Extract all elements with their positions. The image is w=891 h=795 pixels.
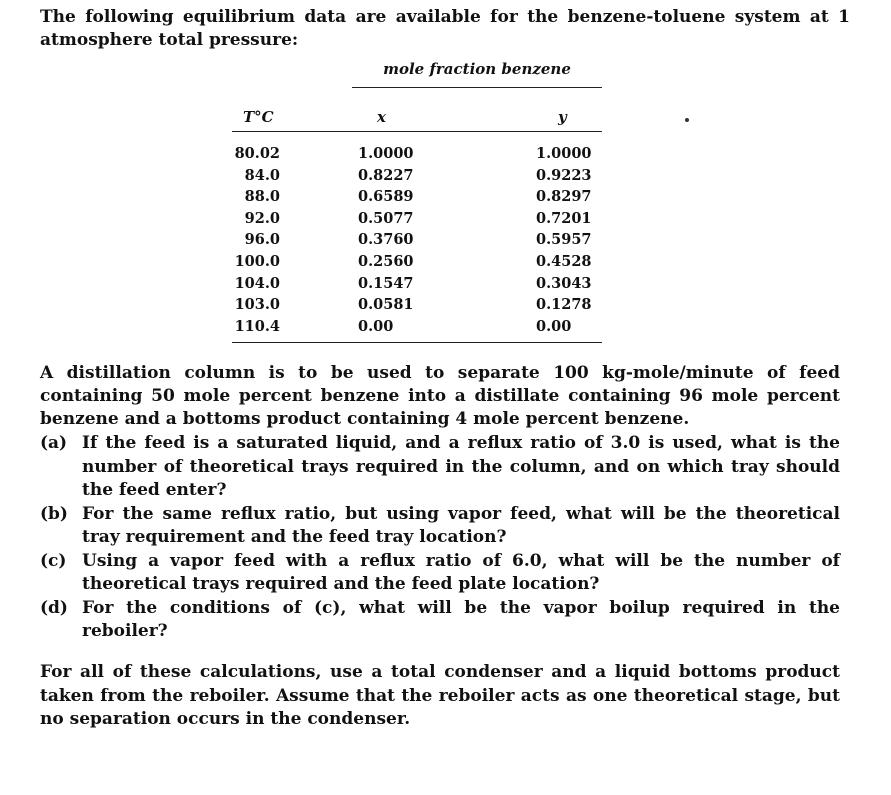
question-d [40,597,840,644]
cell-y: 1.0000 [536,145,592,162]
cell-temperature: 84.0 [244,166,280,184]
stray-mark [685,118,689,122]
cell-x: 0.0581 [358,296,414,314]
cell-y: 0.3043 [536,274,592,292]
question-label: (d) [40,597,68,618]
cell-y: 0.1278 [536,296,592,314]
cell-temperature: 104.0 [234,274,280,292]
table-bottom-rule [232,342,602,343]
question-text: For the conditions of (c), what will be the vapor boilup required in the reboiler? [82,597,840,641]
question-a [40,432,840,503]
cell-x: 0.1547 [358,274,414,292]
column-header-x: x [377,108,386,126]
cell-x: 0.00 [358,317,394,335]
cell-x: 0.6589 [358,188,414,206]
cell-y: 0.4528 [536,253,592,270]
cell-temperature: 103.0 [234,296,280,314]
cell-y: 0.8297 [536,188,592,206]
question-c [40,550,840,597]
question-list [40,432,840,644]
cell-temperature: 92.0 [244,209,280,227]
column-header-temperature: T°C [243,108,274,126]
question-label: (a) [40,433,68,453]
closing-paragraph: For all of these calculations, use a total condenser and a liquid bottoms product taken from the reboiler. Assume that the reboiler acts as one theoretical stage, but no separation occurs in the condenser. [40,662,840,729]
cell-temperature: 88.0 [244,188,280,206]
question-text: If the feed is a saturated liquid, and a reflux ratio of 3.0 is used, what is the number of theoretical trays required in the column, and on which tray should the feed enter? [82,433,840,500]
cell-y: 0.5957 [536,231,592,249]
column-header-y: y [558,108,567,126]
cell-x: 0.3760 [358,231,414,249]
cell-x: 0.8227 [358,166,414,184]
cell-temperature: 110.4 [234,317,280,335]
cell-temperature: 100.0 [234,253,280,270]
group-header-rule [352,87,602,88]
header-rule [232,131,602,132]
cell-y: 0.7201 [536,209,592,227]
cell-y: 0.00 [536,317,572,335]
cell-y: 0.9223 [536,166,592,184]
intro-paragraph: The following equilibrium data are available for the benzene-toluene system at 1 atmosphere total pressure: [40,7,850,50]
cell-x: 0.5077 [358,209,414,227]
mole-fraction-header: mole fraction benzene [383,60,571,78]
question-label: (b) [40,503,68,524]
question-label: (c) [40,550,67,571]
cell-temperature: 80.02 [234,145,280,162]
question-b [40,503,840,550]
question-text: For the same reflux ratio, but using vapor feed, what will be the theoretical tray requirement and the feed tray location? [82,503,840,547]
problem-statement: A distillation column is to be used to separate 100 kg-mole/minute of feed containing 50 mole percent benzene into a distillate containing 96 mole percent benzene and a bottoms product containing 4 mole percent benzene. [40,363,840,429]
question-text: Using a vapor feed with a reflux ratio of 6.0, what will be the number of theoretical trays required and the feed plate location? [82,550,840,594]
cell-x: 0.2560 [358,253,414,270]
cell-x: 1.0000 [358,145,414,162]
cell-temperature: 96.0 [244,231,280,249]
